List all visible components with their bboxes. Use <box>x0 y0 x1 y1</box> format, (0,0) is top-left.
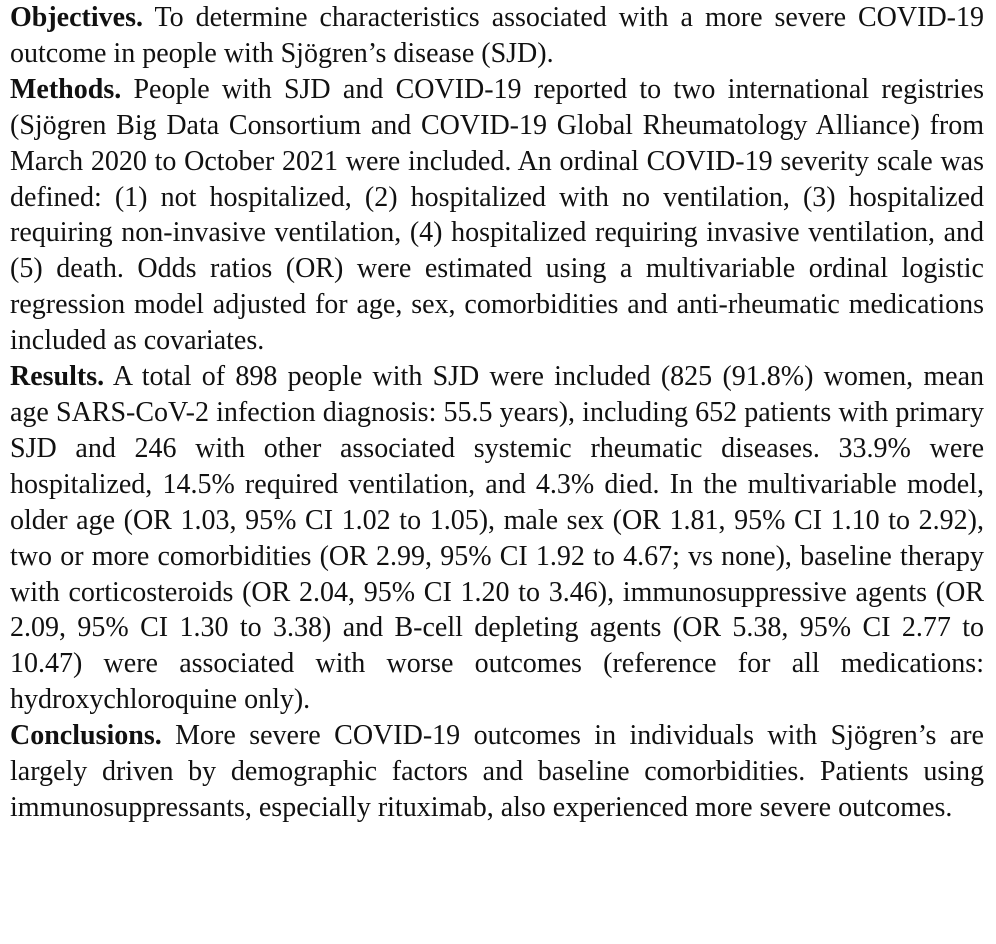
conclusions-paragraph <box>10 718 984 826</box>
methods-text: People with SJD and COVID-19 reported to two international registries (Sjögren Big Data Consortium and COVID-19 Global Rheumatology Alliance) from March 2020 to October 2021 were included. An ordinal COVID-19 severity scale was defined: (1) not hospitalized, (2) hospitalized with no ventilation, (3) hospitalized requiring non-invasive ventilation, (4) hospitalized requiring invasive ventilation, and (5) death. Odds ratios (OR) were estimated using a multivariable ordinal logistic regression model adjusted for age, sex, comorbidities and anti-rheumatic medications included as covariates. <box>10 73 984 357</box>
methods-paragraph <box>10 72 984 359</box>
objectives-text: To determine characteristics associated with a more severe COVID-19 outcome in people with Sjögren’s disease (SJD). <box>10 2 984 69</box>
objectives-heading: Objectives. <box>10 2 143 33</box>
results-paragraph <box>10 359 984 718</box>
methods-heading: Methods. <box>10 73 122 105</box>
results-text: A total of 898 people with SJD were included (825 (91.8%) women, mean age SARS-CoV-2 infection diagnosis: 55.5 years), including 652 patients with primary SJD and 246 with other associated systemic rheumatic diseases. 33.9% were hospitalized, 14.5% required ventilation, and 4.3% died. In the multivariable model, older age (OR 1.03, 95% CI 1.02 to 1.05), male sex (OR 1.81, 95% CI 1.10 to 2.92), two or more comorbidities (OR 2.99, 95% CI 1.92 to 4.67; vs none), baseline therapy with corticosteroids (OR 2.04, 95% CI 1.20 to 3.46), immunosuppressive agents (OR 2.09, 95% CI 1.30 to 3.38) and B-cell depleting agents (OR 5.38, 95% CI 2.77 to 10.47) were associated with worse outcomes (reference for all medications: hydroxychloroquine only). <box>10 361 984 716</box>
objectives-paragraph <box>10 0 984 72</box>
results-heading: Results. <box>10 361 105 393</box>
conclusions-heading: Conclusions. <box>10 720 162 752</box>
conclusions-text: More severe COVID-19 outcomes in individuals with Sjögren’s are largely driven by demographic factors and baseline comorbidities. Patients using immunosuppressants, especially rituximab, also experienced more severe outcomes. <box>10 720 984 823</box>
abstract <box>10 0 984 826</box>
